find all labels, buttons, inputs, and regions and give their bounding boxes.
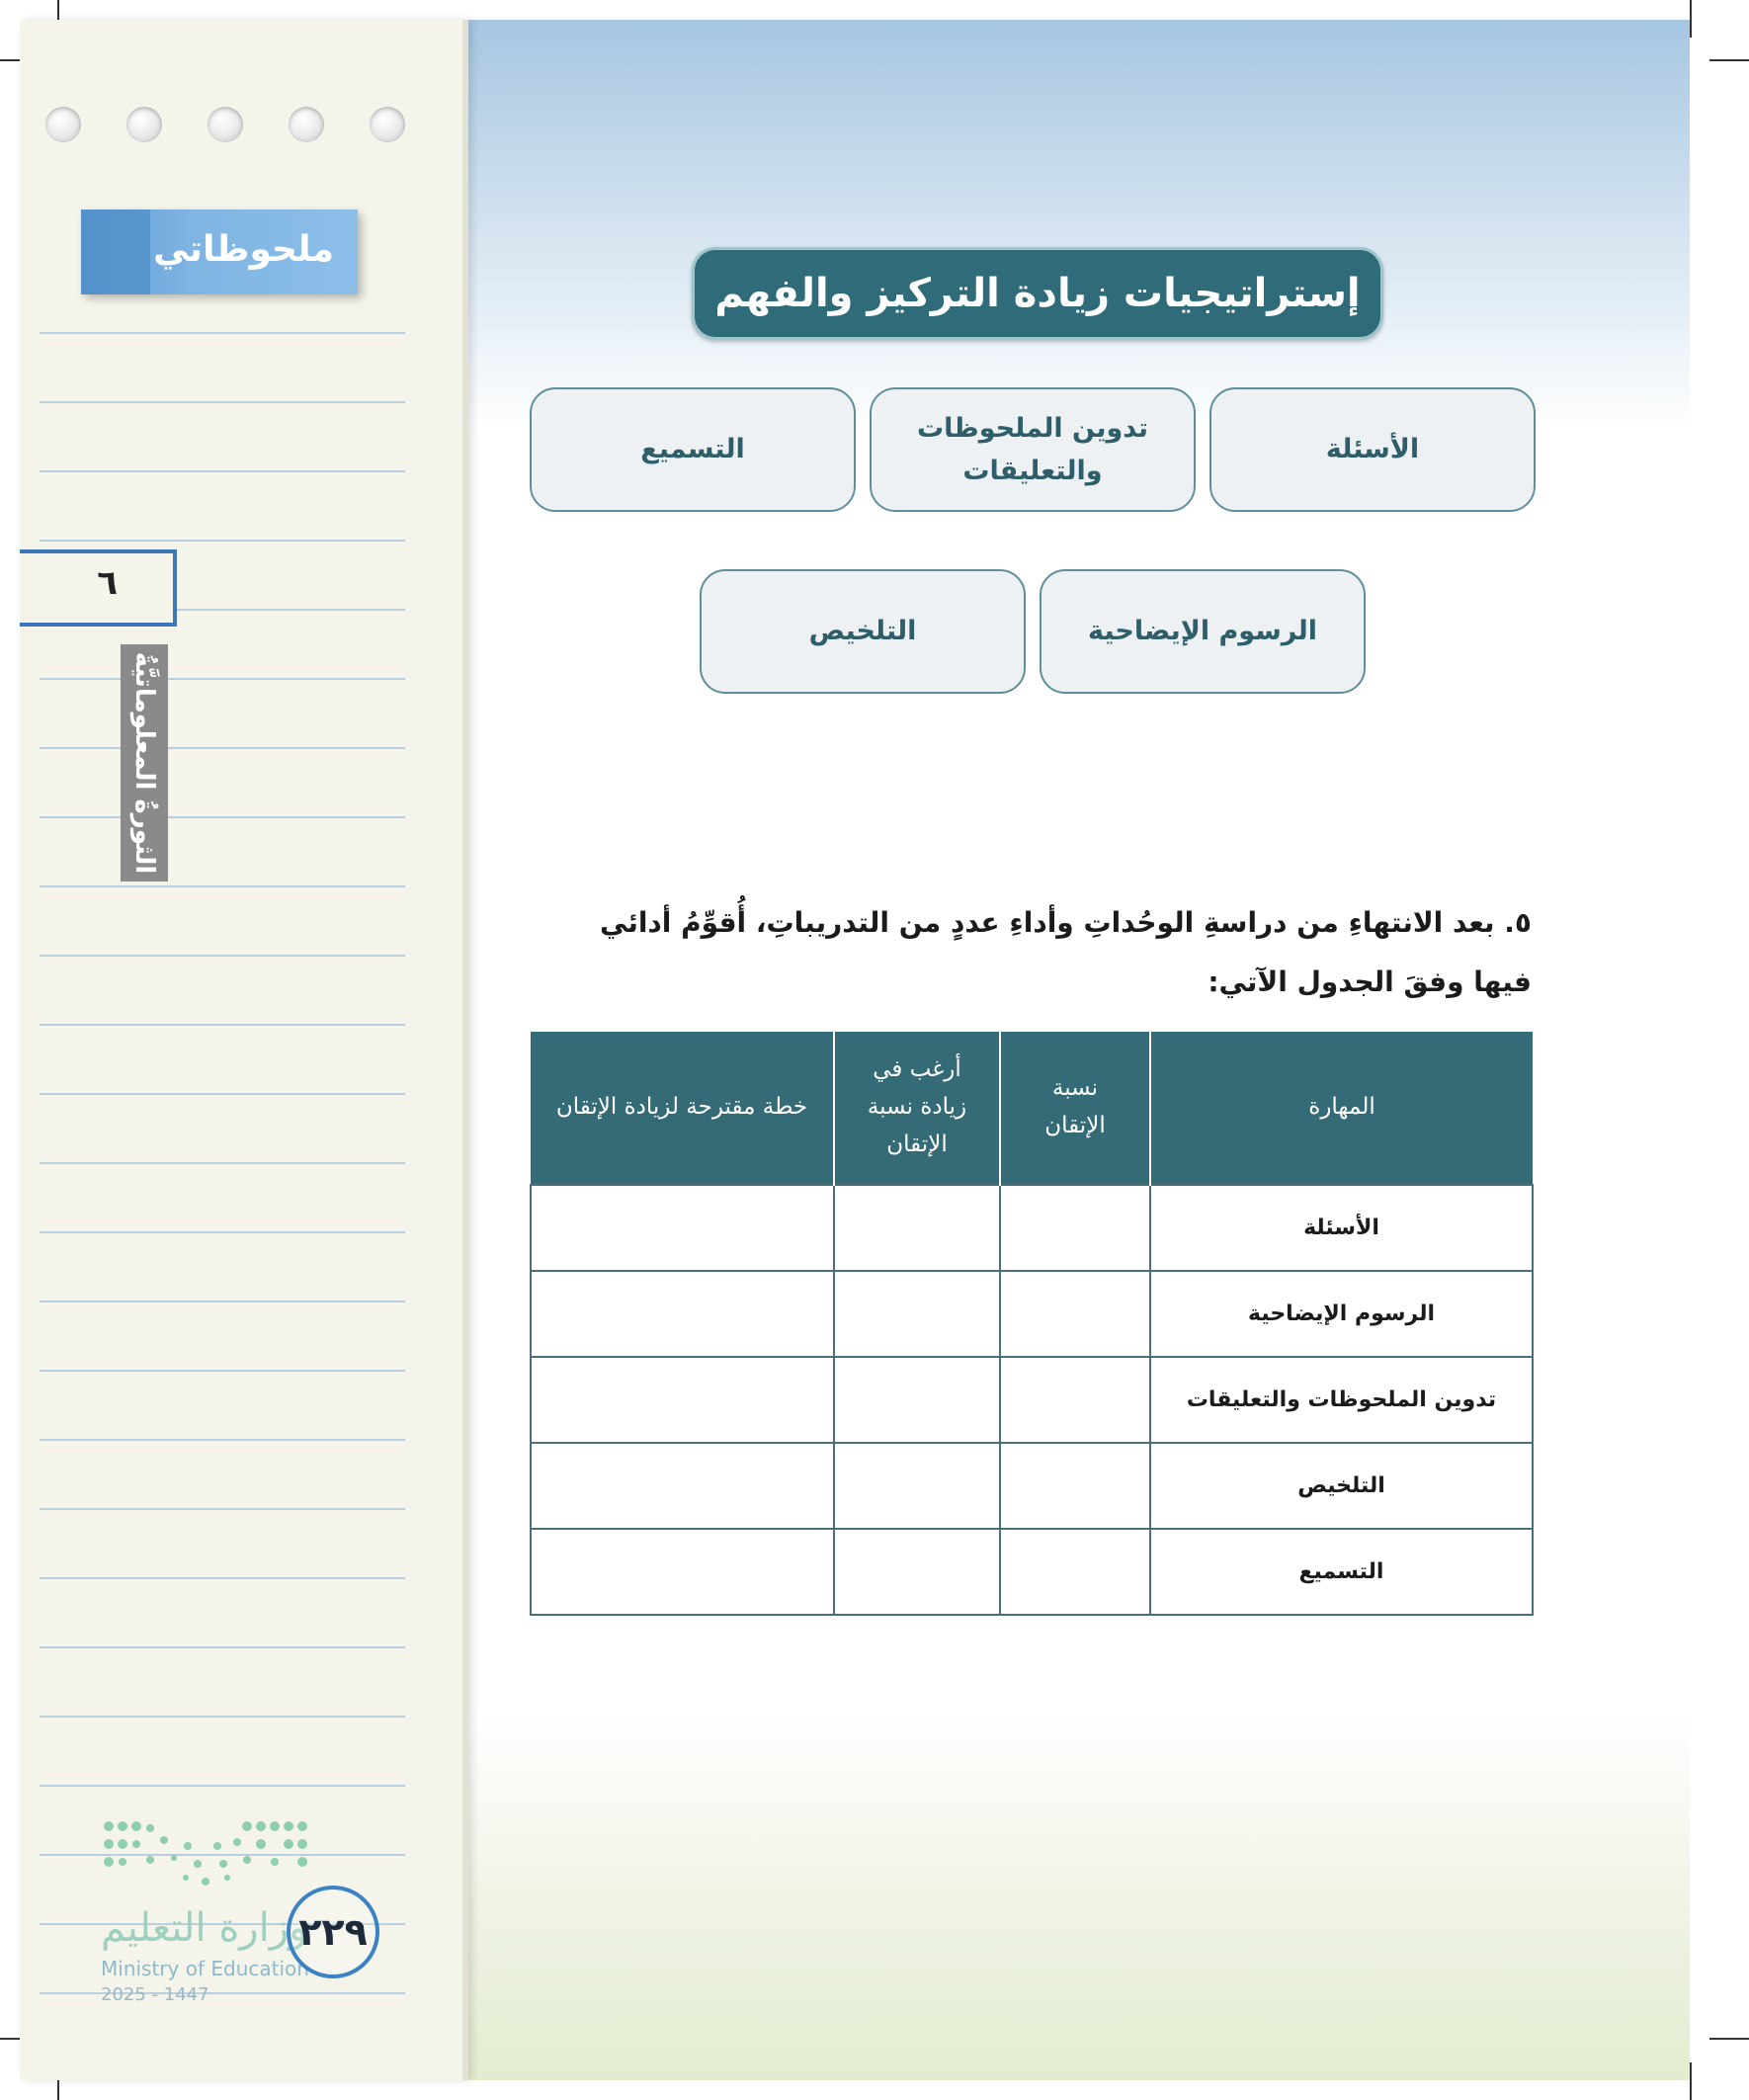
- notebook-rule-line: [40, 955, 405, 957]
- strategy-card-recitation: التسميع: [530, 387, 856, 512]
- desire-cell[interactable]: [834, 1185, 1000, 1271]
- header-desire-increase: أرغب في زيادة نسبة الإتقان: [834, 1032, 1000, 1185]
- ministry-name-ar: وزارة التعليم: [101, 1905, 308, 1951]
- binder-ring-icon: [126, 107, 162, 142]
- notebook-rule-line: [40, 1093, 405, 1095]
- plan-cell[interactable]: [531, 1271, 834, 1357]
- notebook-rule-line: [40, 1785, 405, 1787]
- notebook-rule-line: [40, 1231, 405, 1233]
- crop-mark: [1709, 2038, 1749, 2040]
- table-row: [531, 1185, 1533, 1271]
- notebook-rule-line: [40, 1992, 405, 1994]
- notes-sidebar: [20, 20, 468, 2080]
- strategy-card-note-taking: تدوين الملحوظات والتعليقات: [870, 387, 1196, 512]
- notebook-rule-line: [40, 401, 405, 403]
- notebook-rule-line: [40, 1716, 405, 1718]
- notebook-rule-line: [40, 1370, 405, 1372]
- table-row: [531, 1271, 1533, 1357]
- notebook-rule-line: [40, 1162, 405, 1164]
- unit-title: الثورةُ المعلوماتيَّةُ: [129, 651, 159, 875]
- unit-title-ribbon: [121, 644, 168, 882]
- strategy-card-illustrations: الرسوم الإيضاحية: [1040, 569, 1366, 694]
- header-skill: المهارة: [1150, 1032, 1533, 1185]
- header-mastery: نسبة الإتقان: [1000, 1032, 1150, 1185]
- strategy-card-summarizing: التلخيص: [700, 569, 1026, 694]
- notebook-rule-line: [40, 1646, 405, 1648]
- mastery-cell[interactable]: [1000, 1357, 1150, 1443]
- plan-cell[interactable]: [531, 1443, 834, 1529]
- skill-cell: الرسوم الإيضاحية: [1150, 1271, 1533, 1357]
- skill-cell: الأسئلة: [1150, 1185, 1533, 1271]
- skill-cell: التلخيص: [1150, 1443, 1533, 1529]
- exercise-instruction: ٥. بعد الانتهاءِ من دراسةِ الوحُداتِ وأداءِ عددٍ من التدريباتِ، أُقوِّمُ أدائي فيها وفقَ الجدول الآتي:: [599, 906, 1532, 998]
- crop-mark: [1690, 0, 1692, 38]
- plan-cell[interactable]: [531, 1357, 834, 1443]
- mastery-cell[interactable]: [1000, 1271, 1150, 1357]
- mastery-cell[interactable]: [1000, 1529, 1150, 1615]
- unit-number: ٦: [97, 563, 118, 603]
- ministry-logo-icon: [99, 1816, 316, 1895]
- notebook-rule-line: [40, 1024, 405, 1026]
- binder-ring-icon: [289, 107, 324, 142]
- plan-cell[interactable]: [531, 1529, 834, 1615]
- crop-mark: [1709, 59, 1749, 61]
- table-row: [531, 1357, 1533, 1443]
- binder-ring-icon: [45, 107, 81, 142]
- notebook-rule-line: [40, 1577, 405, 1579]
- header-plan: خطة مقترحة لزيادة الإتقان: [531, 1032, 834, 1185]
- skill-cell: التسميع: [1150, 1529, 1533, 1615]
- skill-cell: تدوين الملحوظات والتعليقات: [1150, 1357, 1533, 1443]
- notebook-rule-line: [40, 816, 405, 818]
- page-number: ٢٢٩: [287, 1886, 379, 1978]
- self-assessment-table: [530, 1032, 1534, 1616]
- notes-tab: [81, 210, 358, 294]
- notebook-rule-line: [40, 678, 405, 680]
- table-row: [531, 1529, 1533, 1615]
- notes-label: ملحوظاتي: [153, 229, 334, 270]
- mastery-cell[interactable]: [1000, 1185, 1150, 1271]
- notebook-rule-line: [40, 885, 405, 887]
- desire-cell[interactable]: [834, 1271, 1000, 1357]
- notebook-rule-line: [40, 540, 405, 542]
- strategy-card-questions: الأسئلة: [1209, 387, 1536, 512]
- binder-ring-icon: [370, 107, 405, 142]
- crop-mark: [1690, 2062, 1692, 2100]
- notebook-rule-line: [40, 1508, 405, 1510]
- notebook-rule-line: [40, 332, 405, 334]
- mastery-cell[interactable]: [1000, 1443, 1150, 1529]
- table-row: [531, 1443, 1533, 1529]
- edition-year: 2025 - 1447: [101, 1984, 209, 2005]
- binder-ring-icon: [208, 107, 243, 142]
- ministry-name-en: Ministry of Education: [101, 1957, 309, 1980]
- notebook-rule-line: [40, 470, 405, 472]
- unit-number-box: [20, 549, 177, 627]
- page-title: إستراتيجيات زيادة التركيز والفهم: [692, 247, 1383, 340]
- plan-cell[interactable]: [531, 1185, 834, 1271]
- desire-cell[interactable]: [834, 1529, 1000, 1615]
- notebook-rule-line: [40, 1301, 405, 1302]
- desire-cell[interactable]: [834, 1357, 1000, 1443]
- desire-cell[interactable]: [834, 1443, 1000, 1529]
- notebook-rule-line: [40, 1439, 405, 1441]
- notebook-rule-line: [40, 747, 405, 749]
